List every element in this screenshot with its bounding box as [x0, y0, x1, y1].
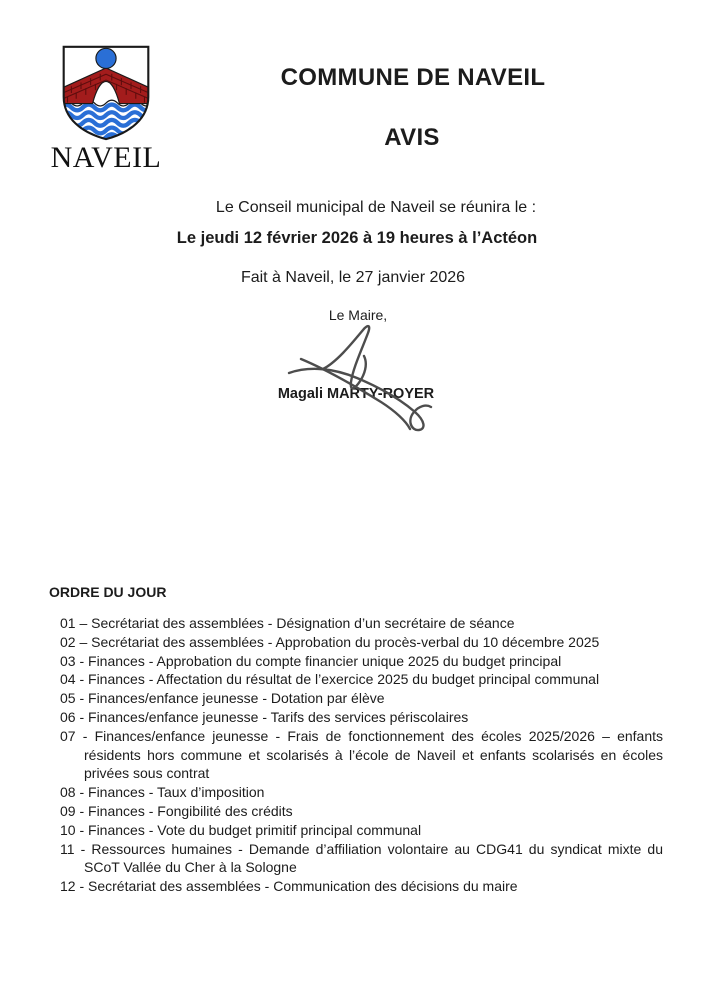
- agenda-item: 03 - Finances - Approbation du compte financier unique 2025 du budget principal: [60, 652, 562, 669]
- agenda-item: 01 – Secrétariat des assemblées - Désignation d’un secrétaire de séance: [60, 615, 515, 631]
- agenda-item: 09 - Finances - Fongibilité des crédits: [60, 802, 293, 819]
- page-title: COMMUNE DE NAVEIL: [280, 64, 546, 91]
- agenda-item: 06 - Finances/enfance jeunesse - Tarifs des services périscolaires: [60, 708, 469, 725]
- agenda-item: 12 - Secrétariat des assemblées - Communication des décisions du maire: [60, 878, 518, 895]
- sun-disc: [96, 48, 116, 68]
- agenda-item: 07 - Finances/enfance jeunesse - Frais de fonctionnement des écoles 2025/2026 – enfants résidents hors commune et scolarisés à l’école de Naveil et enfants scolarisés en écoles privées sous contrat: [60, 727, 663, 782]
- agenda-item: 02 – Secrétariat des assemblées - Approbation du procès-verbal du 10 décembre 2025: [60, 633, 600, 650]
- agenda-item: 11 - Ressources humaines - Demande d’affiliation volontaire au CDG41 du syndicat mixte du SCoT Vallée du Cher à la Sologne: [60, 840, 663, 876]
- naveil-coat-of-arms-icon: [57, 43, 155, 143]
- agenda-item: 05 - Finances/enfance jeunesse - Dotation par élève: [60, 690, 385, 707]
- signatory-title: Le Maire,: [328, 307, 388, 323]
- mayor-signature-icon: [285, 324, 435, 436]
- page-subtitle: AVIS: [384, 124, 440, 151]
- meeting-date-line: Le jeudi 12 février 2026 à 19 heures à l’Actéon: [176, 229, 538, 247]
- logo-caption: NAVEIL: [50, 141, 162, 174]
- agenda-item: 04 - Finances - Affectation du résultat de l’exercice 2025 du budget principal communal: [60, 671, 600, 688]
- intro-line: Le Conseil municipal de Naveil se réunira le :: [215, 199, 537, 216]
- agenda-list: [60, 614, 663, 896]
- agenda-item: 10 - Finances - Vote du budget primitif principal communal: [60, 821, 422, 838]
- agenda-heading: ORDRE DU JOUR: [49, 584, 167, 600]
- dateline: Fait à Naveil, le 27 janvier 2026: [240, 269, 466, 286]
- signatory-name: Magali MARTY-ROYER: [277, 386, 435, 402]
- agenda-item: 08 - Finances - Taux d’imposition: [60, 784, 265, 801]
